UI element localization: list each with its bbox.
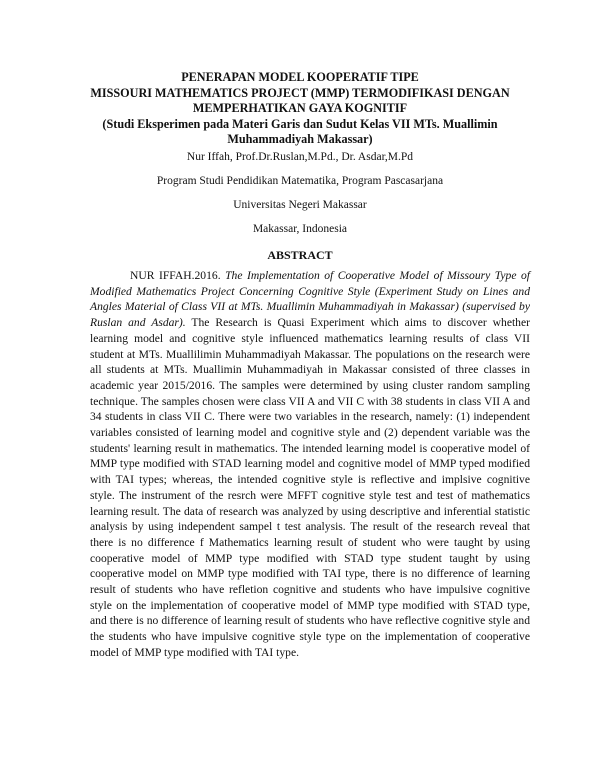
paper-title xyxy=(90,70,510,148)
abstract-text xyxy=(90,268,530,661)
abstract-italic-title: The Implementation of Cooperative Model of Missoury Type of Modified Mathematics Project Concerning Cognitive Style (Experiment Study on Lines and Angles Material of Class VII at MTs. Muallimin Muhammadiyah in Makassar) (supervised by Ruslan and Asdar). xyxy=(90,269,530,330)
title-line-3: MEMPERHATIKAN GAYA KOGNITIF xyxy=(192,101,408,115)
abstract-heading: ABSTRACT xyxy=(267,248,333,262)
title-line-1: PENERAPAN MODEL KOOPERATIF TIPE xyxy=(181,70,419,84)
author-list: Nur Iffah, Prof.Dr.Ruslan,M.Pd., Dr. Asdar,M.Pd xyxy=(186,151,414,163)
affiliation-program: Program Studi Pendidikan Matematika, Program Pascasarjana xyxy=(156,175,444,187)
title-line-4: (Studi Eksperimen pada Materi Garis dan Sudut Kelas VII MTs. Muallimin xyxy=(102,116,498,131)
affiliation-university: Universitas Negeri Makassar xyxy=(233,199,367,211)
affiliation-city: Makassar, Indonesia xyxy=(252,223,348,235)
abstract-body: The Research is Quasi Experiment which aims to discover whether learning model and cognitive style influenced mathematics learning results of class VII student at MTs. Muallilimin Muhammadiyah Makassar. The populations on the research were all students at MTs. Muallimin Muhammadiyah in Makassar consisted of three classes in academic year 2015/2016. The samples were determined by using cluster random sampling technique. The samples chosen were class VII A and VII C with 38 students in class VII A and 34 students in class VII C. There were two variables in the research, namely: (1) independent variables consisted of learning model and cognitive style and (2) dependent variable was the students' learning result in mathematics. The intended learning model is cooperative model of MMP type modified with STAD learning model and cognitive model of MMP typed modified with TAI types; whereas, the intended cognitive style is reflective and implsive cognitive style. The instrument of the resrch were MFFT cognitive style test and test of mathematics learning result. The data of research was analyzed by using descriptive and inferential statistic analysis by using independent sampel t test analysis. The result of the research reveal that there is no difference f Mathematics learning result of student who were taught by using cooperative model of MMP type modified with STAD type student taught by using cooperative model on MMP type modified with TAI type, there is no difference of learning result of students who have refletion cognitive and students who have impulsive cognitive style on the implementation of cooperative model of MMP type modified with STAD type, and there is no difference of learning result of students who have reflective cognitive style and the students who have impulsive cognitive style type on the implementation of cooperative model of MMP type modified with TAI type. xyxy=(90,316,530,659)
title-line-5: Muhammadiyah Makassar) xyxy=(227,132,373,146)
abstract-lead: NUR IFFAH.2016. xyxy=(130,269,221,282)
title-line-2: MISSOURI MATHEMATICS PROJECT (MMP) TERMODIFIKASI DENGAN xyxy=(90,85,510,100)
